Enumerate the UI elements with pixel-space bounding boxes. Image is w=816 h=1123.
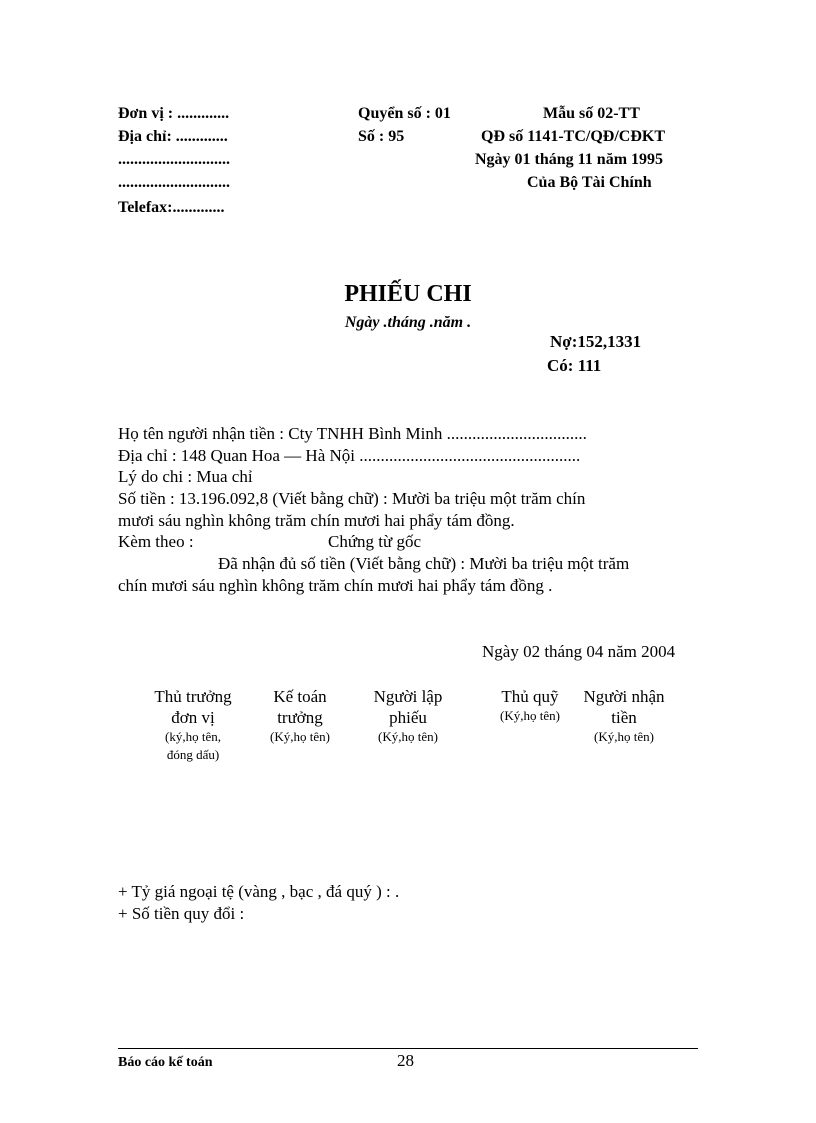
page-number: 28 <box>397 1051 414 1070</box>
voucher-number: Số : 95 <box>358 128 405 145</box>
attached-value: Chứng từ gốc <box>328 532 422 551</box>
exchange-rate-line: + Tỷ giá ngoại tệ (vàng , bạc , đá quý ) : . <box>118 882 400 901</box>
issuing-authority: Của Bộ Tài Chính <box>527 174 652 191</box>
signature-prepared-by <box>360 686 456 746</box>
credit-account: Có: 111 <box>547 356 602 375</box>
amount-line: Số tiền : 13.196.092,8 (Viết bằng chữ) : Mười ba triệu một trăm chín <box>118 489 586 508</box>
signature-cashier <box>482 686 578 725</box>
signature-acct-note: (Ký,họ tên) <box>270 729 330 744</box>
signature-head-note-2: đóng dấu) <box>166 747 220 762</box>
telefax-field: Telefax:............. <box>118 199 225 216</box>
signature-maker-note: (Ký,họ tên) <box>378 729 438 744</box>
book-number: Quyển số : 01 <box>358 105 451 122</box>
decision-number: QĐ số 1141-TC/QĐ/CĐKT <box>481 128 666 145</box>
signature-recv-title-2: tiền <box>611 708 637 727</box>
signature-maker-title-2: phiếu <box>389 708 427 727</box>
recipient-line: Họ tên người nhận tiền : Cty TNHH Bình Minh ................................. <box>118 424 587 443</box>
signature-recv-title-1: Người nhận <box>583 687 665 706</box>
form-number: Mẫu số 02-TT <box>543 105 640 122</box>
signature-maker-title-1: Người lập <box>373 687 443 706</box>
title-date-line: Ngày .tháng .năm . <box>344 314 472 331</box>
signature-recv-note: (Ký,họ tên) <box>594 729 654 744</box>
blank-field-1: ............................ <box>118 151 230 168</box>
converted-amount-line: + Số tiền quy đổi : <box>118 904 245 923</box>
footer-rule <box>118 1048 698 1049</box>
recipient-address-line: Địa chỉ : 148 Quan Hoa — Hà Nội .................................................... <box>118 446 581 465</box>
received-line: Đã nhận đủ số tiền (Viết bằng chữ) : Mười ba triệu một trăm <box>218 554 630 573</box>
signature-head-note-1: (ký,họ tên, <box>165 729 221 744</box>
signature-head-title-1: Thủ trưởng <box>154 687 232 706</box>
signature-recipient <box>574 686 674 746</box>
signature-chief-accountant <box>254 686 346 746</box>
blank-field-2: ............................ <box>118 174 230 191</box>
footer-label: Báo cáo kế toán <box>118 1055 213 1070</box>
signature-date: Ngày 02 tháng 04 năm 2004 <box>482 642 676 661</box>
signature-cashier-title: Thủ quỹ <box>501 687 559 706</box>
signature-head-title-2: đơn vị <box>171 708 215 727</box>
attached-label: Kèm theo : <box>118 532 194 551</box>
signature-head-of-unit <box>138 686 248 764</box>
signature-cashier-note: (Ký,họ tên) <box>500 708 560 723</box>
debit-accounts: Nợ:152,1331 <box>550 332 642 351</box>
document-title: PHIẾU CHI <box>344 281 472 307</box>
amount-words-continued: mươi sáu nghìn không trăm chín mươi hai phẩy tám đồng. <box>118 511 515 530</box>
address-field: Địa chỉ: ............. <box>118 128 228 145</box>
received-words-continued: chín mươi sáu nghìn không trăm chín mươi hai phẩy tám đồng . <box>118 576 553 595</box>
signature-acct-title-1: Kế toán <box>273 687 327 706</box>
decision-date: Ngày 01 tháng 11 năm 1995 <box>475 151 664 168</box>
unit-field: Đơn vị : ............. <box>118 105 230 122</box>
signature-acct-title-2: trưởng <box>277 708 323 727</box>
reason-line: Lý do chi : Mua chỉ <box>118 467 253 486</box>
